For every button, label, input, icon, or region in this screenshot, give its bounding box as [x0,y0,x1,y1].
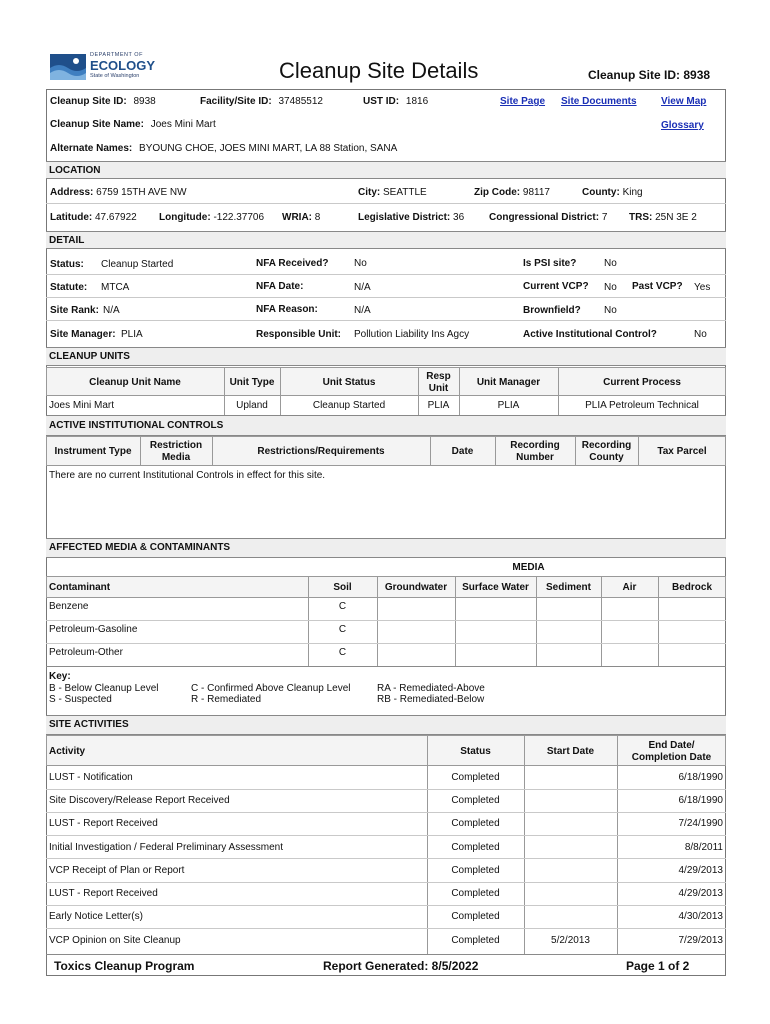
site-name-row [50,119,216,130]
latitude-field [50,212,137,223]
trs-value: 25N 3E 2 [655,212,697,223]
responsible-unit-value: Pollution Liability Ins Agcy [354,329,470,340]
psi-value: No [604,258,617,269]
no-controls-note: There are no current Institutional Controls in effect for this site. [49,470,326,481]
col-current-process: Current Process [603,377,681,388]
col-recording-number: Number [516,452,554,463]
alternate-names-value: BYOUNG CHOE, JOES MINI MART, LA 88 Station, SANA [139,143,398,154]
responsible-unit-label: Responsible Unit: [256,329,342,340]
activity-name: Site Discovery/Release Report Received [49,795,230,806]
divider [46,666,726,667]
site-page-link[interactable]: Site Page [500,96,546,107]
site-rank-label: Site Rank: [50,305,99,316]
col-restriction-media: Media [161,452,191,463]
col-groundwater: Groundwater [384,582,448,593]
unit-name-cell: Joes Mini Mart [49,400,115,411]
glossary-link[interactable]: Glossary [661,120,704,131]
facility-label: Facility/Site ID: [200,96,272,107]
cleanup-site-id-value: 8938 [133,96,156,107]
ust-label: UST ID: [363,96,400,107]
longitude-label: Longitude: [159,212,211,223]
divider [46,954,726,955]
col-unit-type: Unit Type [229,377,275,388]
divider [46,905,726,906]
soil-cell: C [338,647,347,658]
soil-cell: C [338,624,347,635]
activity-status: Completed [451,818,500,829]
nfa-date-value: N/A [354,282,371,293]
brownfield-value: No [604,305,617,316]
site-manager-value: PLIA [121,329,143,340]
key-item: R - Remediated [191,694,262,705]
media-section-header [46,538,726,558]
col-restriction: Restriction [149,440,203,451]
zip-value: 98117 [522,187,550,198]
activity-end: 6/18/1990 [678,795,723,806]
divider [46,882,726,883]
aic-value: No [694,329,707,340]
ust-row [363,96,428,107]
logo-dept-text: DEPARTMENT OF [90,52,143,58]
activity-end: 7/29/2013 [678,935,723,946]
divider [46,320,726,321]
activity-status: Completed [451,865,500,876]
site-name-label: Cleanup Site Name: [50,119,144,130]
activity-end: 4/29/2013 [678,888,723,899]
page-title: Cleanup Site Details [279,58,479,83]
institutional-controls-heading: ACTIVE INSTITUTIONAL CONTROLS [49,420,224,431]
psi-label: Is PSI site? [523,258,577,269]
activity-end: 4/30/2013 [678,911,723,922]
address-label: Address: [50,187,94,198]
site-rank-value: N/A [103,305,120,316]
divider [46,297,726,298]
divider [46,274,726,275]
col-surface-water: Surface Water [462,582,529,593]
col-bedrock: Bedrock [671,582,712,593]
activity-name: Early Notice Letter(s) [49,911,143,922]
alternate-names-label: Alternate Names: [50,143,133,154]
nfa-reason-label: NFA Reason: [256,304,318,315]
nfa-date-label: NFA Date: [256,281,304,292]
brownfield-label: Brownfield? [523,305,581,316]
logo-ecology-text: ECOLOGY [90,58,156,73]
congressional-district-value: 7 [601,212,608,223]
activity-name: VCP Receipt of Plan or Report [49,865,185,876]
latitude-label: Latitude: [50,212,93,223]
wria-field [282,212,320,223]
past-vcp-label: Past VCP? [632,281,683,292]
county-value: King [622,187,643,198]
cleanup-site-id-label: Cleanup Site ID: [50,96,127,107]
divider [46,620,726,621]
activity-end: 8/8/2011 [684,842,723,853]
activity-end: 7/24/1990 [678,818,723,829]
activity-name: VCP Opinion on Site Cleanup [49,935,181,946]
current-vcp-label: Current VCP? [523,281,589,292]
col-recording: Recording [510,440,560,451]
col-status: Status [460,746,491,757]
nfa-reason-value: N/A [354,305,371,316]
zip-label: Zip Code: [474,187,521,198]
location-section-header [46,161,726,179]
current-process-cell: PLIA Petroleum Technical [585,400,699,411]
trs-label: TRS: [629,212,653,223]
contaminant-name: Petroleum-Other [49,647,123,658]
activity-status: Completed [451,888,500,899]
current-vcp-value: No [604,282,617,293]
wave-logo-icon [50,54,86,80]
status-value: Cleanup Started [101,259,174,270]
header-site-id: Cleanup Site ID: 8938 [588,68,711,82]
address-value: 6759 15TH AVE NW [96,187,187,198]
col-air: Air [622,582,637,593]
contaminant-name: Benzene [49,601,89,612]
site-activities-heading: SITE ACTIVITIES [49,719,129,730]
col-recording-2: Recording [581,440,632,451]
wria-label: WRIA: [282,212,312,223]
county-field [582,187,643,198]
city-value: SEATTLE [383,187,427,198]
soil-cell: C [338,601,347,612]
trs-field [629,212,697,223]
alternate-names-row [50,143,397,154]
site-documents-link[interactable]: Site Documents [561,96,637,107]
facility-row [200,96,323,107]
site-name-value: Joes Mini Mart [150,119,216,130]
divider [46,858,726,859]
resp-unit-cell: PLIA [427,400,450,411]
key-item: B - Below Cleanup Level [49,683,159,694]
cleanup-site-id-row [50,96,156,107]
activity-name: LUST - Report Received [49,888,158,899]
col-contaminant: Contaminant [49,582,111,593]
location-heading: LOCATION [49,165,101,176]
longitude-value: -122.37706 [213,212,265,223]
activity-name: LUST - Report Received [49,818,158,829]
divider [46,928,726,929]
key-item: RA - Remediated-Above [377,683,485,694]
unit-type-cell: Upland [236,400,268,411]
detail-section-header [46,231,726,249]
longitude-field [159,212,264,223]
col-unit-status: Unit Status [322,377,376,388]
unit-manager-cell: PLIA [497,400,520,411]
activity-status: Completed [451,911,500,922]
ust-value: 1816 [405,96,429,107]
past-vcp-value: Yes [694,282,711,293]
institutional-controls-section-header [46,415,726,436]
col-recording-county: County [589,452,624,463]
media-group-label: MEDIA [512,562,545,573]
footer-page-number: Page 1 of 2 [626,959,690,973]
site-manager-label: Site Manager: [50,329,116,340]
site-activities-section-header [46,715,726,735]
activity-start: 5/2/2013 [551,935,590,946]
nfa-received-value: No [354,258,367,269]
congressional-district-field [489,212,607,223]
nfa-received-label: NFA Received? [256,258,329,269]
col-completion-date: Completion Date [631,752,712,763]
activity-status: Completed [451,795,500,806]
activity-name: LUST - Notification [49,772,133,783]
zip-field [474,187,550,198]
key-label: Key: [49,671,71,682]
status-label: Status: [50,259,84,270]
col-resp-unit: Unit [428,383,449,394]
col-soil: Soil [333,582,352,593]
wria-value: 8 [314,212,321,223]
divider [46,643,726,644]
county-label: County: [582,187,620,198]
media-heading: AFFECTED MEDIA & CONTAMINANTS [49,542,231,553]
col-activity: Activity [49,746,86,757]
legislative-district-field [358,212,464,223]
col-instrument-type: Instrument Type [54,446,132,457]
activity-end: 6/18/1990 [678,772,723,783]
divider [46,203,726,204]
divider [46,789,726,790]
key-item: C - Confirmed Above Cleanup Level [191,683,351,694]
col-tax-parcel: Tax Parcel [657,446,707,457]
legislative-district-value: 36 [453,212,465,223]
key-item: S - Suspected [49,694,112,705]
activity-status: Completed [451,935,500,946]
col-date: Date [451,446,474,457]
unit-status-cell: Cleanup Started [312,400,386,411]
legislative-district-label: Legislative District: [358,212,451,223]
ecology-logo [50,52,156,82]
col-start-date: Start Date [546,746,595,757]
col-unit-manager: Unit Manager [476,377,541,388]
col-sediment: Sediment [545,582,591,593]
contaminant-name: Petroleum-Gasoline [49,624,138,635]
activity-status: Completed [451,842,500,853]
activity-end: 4/29/2013 [678,865,723,876]
city-label: City: [358,187,381,198]
cleanup-units-heading: CLEANUP UNITS [49,351,130,362]
col-cleanup-unit-name: Cleanup Unit Name [89,377,181,388]
cleanup-units-section-header [46,347,726,366]
address-field [50,187,187,198]
divider [46,835,726,836]
divider [524,735,525,954]
col-end-date: End Date/ [648,740,695,751]
footer-generated: Report Generated: 8/5/2022 [323,959,479,973]
statute-value: MTCA [101,282,130,293]
divider [46,812,726,813]
detail-heading: DETAIL [49,235,85,246]
facility-value: 37485512 [278,96,323,107]
key-item: RB - Remediated-Below [377,694,485,705]
logo-state-text: State of Washington [90,73,140,79]
col-resp: Resp [426,371,451,382]
statute-label: Statute: [50,282,88,293]
activity-name: Initial Investigation / Federal Preliminary Assessment [49,842,283,853]
congressional-district-label: Congressional District: [489,212,600,223]
view-map-link[interactable]: View Map [661,96,707,107]
city-field [358,187,427,198]
col-restrictions-requirements: Restrictions/Requirements [257,446,385,457]
activity-status: Completed [451,772,500,783]
footer-program: Toxics Cleanup Program [54,959,195,973]
aic-label: Active Institutional Control? [523,329,657,340]
latitude-value: 47.67922 [95,212,137,223]
